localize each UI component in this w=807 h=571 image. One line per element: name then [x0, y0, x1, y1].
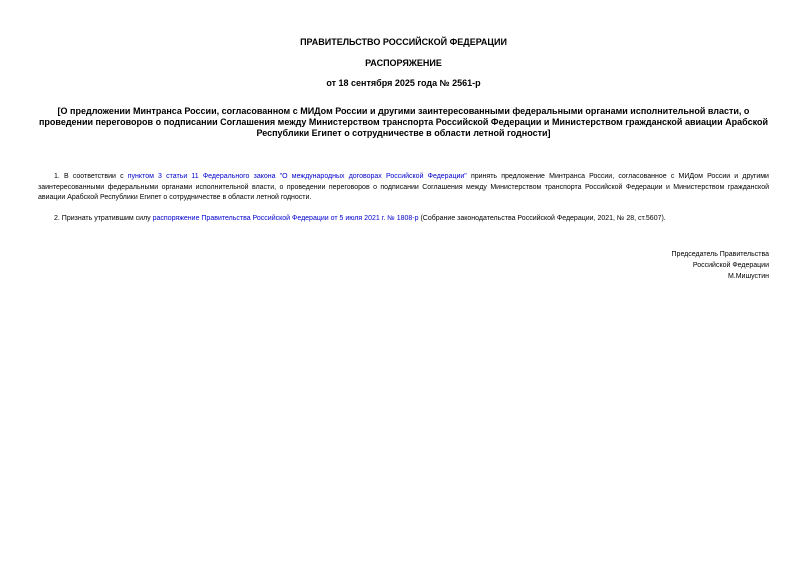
signature-country: Российской Федерации: [692, 262, 769, 269]
document-type: РАСПОРЯЖЕНИЕ: [365, 58, 442, 68]
signature-name: М.Мишустин: [727, 273, 769, 280]
signature-position: Председатель Правительства: [671, 251, 769, 258]
government-title: ПРАВИТЕЛЬСТВО РОССИЙСКОЙ ФЕДЕРАЦИИ: [300, 37, 507, 47]
signature-block: [672, 249, 769, 282]
paragraph-1-text-after: принять предложение Минтранса России, согласованное с МИДом России и другими заинтересованными федеральными органами исполнительной власти, о проведении переговоров о подписании Соглашения между Министерством транспорта Российской Федерации и Министерством гражданской авиации Арабской Республики Египет о сотрудничестве в области летной годности.: [38, 173, 769, 201]
federal-law-link[interactable]: пунктом 3 статьи 11 Федерального закона "О международных договорах Российской Федерации": [127, 173, 467, 180]
paragraph-2: [38, 214, 769, 225]
paragraph-1-text-before: 1. В соответствии с: [54, 173, 128, 180]
repealed-order-link[interactable]: распоряжение Правительства Российской Федерации от 5 июля 2021 г. № 1808-р: [152, 215, 419, 222]
paragraph-1: [38, 172, 769, 204]
paragraph-2-text-before: 2. Признать утратившим силу: [54, 215, 153, 222]
document-heading: [О предложении Минтранса России, согласованном с МИДом России и другими заинтересованными федеральными органами исполнительной власти, о проведении переговоров о подписании Соглашения между Министерством транспорта Российской Федерации и Министерством гражданской авиации Арабской Республики Египет о сотрудничестве в области летной годности]: [38, 106, 768, 138]
document-date-number: от 18 сентября 2025 года № 2561-р: [326, 78, 481, 88]
paragraph-2-text-after: (Собрание законодательства Российской Федерации, 2021, № 28, ст.5607).: [418, 215, 666, 222]
